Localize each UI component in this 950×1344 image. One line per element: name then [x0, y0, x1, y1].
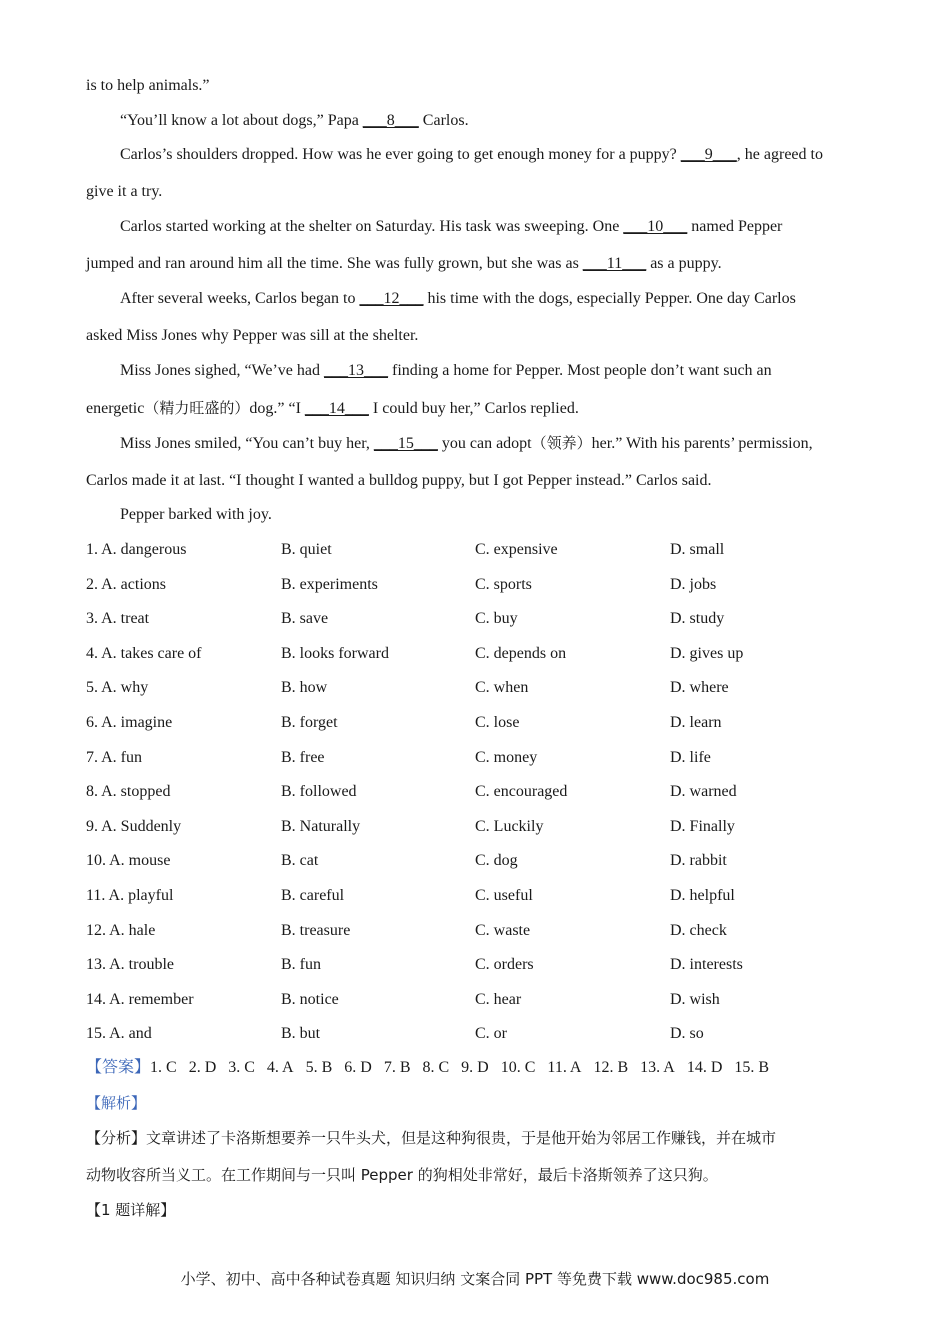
analysis-label-text: 【解析】 [86, 1094, 147, 1112]
passage-line [120, 111, 469, 131]
passage-text: Carlos started working at the shelter on Saturday. His task was sweeping. One [120, 218, 624, 235]
option-3-d: D. study [670, 610, 725, 627]
answer-item: 14. D [686, 1059, 723, 1076]
option-5-c: C. when [475, 679, 529, 696]
passage-line [86, 398, 579, 419]
answer-item: 2. D [188, 1059, 217, 1076]
answer-item: 11. A [547, 1059, 582, 1076]
passage-text: jumped and ran around him all the time. She was fully grown, but she was as [86, 255, 583, 272]
option-4-b: B. looks forward [281, 645, 389, 662]
option-1-c: C. expensive [475, 541, 558, 558]
analysis-line [86, 1128, 776, 1149]
passage-line [120, 217, 782, 237]
answer-item: 5. B [305, 1059, 333, 1076]
blank-11: ___11___ [582, 255, 647, 272]
answer-item: 8. C [422, 1059, 450, 1076]
option-6-a: 6. A. imagine [86, 714, 173, 731]
option-9-a: 9. A. Suddenly [86, 818, 182, 835]
option-12-a: 12. A. hale [86, 922, 156, 939]
option-11-a: 11. A. playful [86, 887, 174, 904]
option-10-b: B. cat [281, 852, 319, 869]
option-2-d: D. jobs [670, 576, 717, 593]
passage-text: asked Miss Jones why Pepper was sill at the shelter. [86, 327, 419, 344]
passage-text: you can adopt [437, 435, 532, 452]
passage-line [120, 361, 772, 381]
option-9-c: C. Luckily [475, 818, 544, 835]
option-13-a: 13. A. trouble [86, 956, 174, 973]
option-7-c: C. money [475, 749, 538, 766]
answer-item: 6. D [344, 1059, 372, 1076]
option-6-c: C. lose [475, 714, 520, 731]
blank-14: ___14___ [304, 400, 369, 417]
blank-12: ___12___ [359, 290, 424, 307]
option-11-d: D. helpful [670, 887, 735, 904]
option-15-a: 15. A. and [86, 1025, 152, 1042]
option-8-a: 8. A. stopped [86, 783, 171, 800]
option-3-a: 3. A. treat [86, 610, 150, 627]
answer-item: 15. B [734, 1059, 770, 1076]
option-2-b: B. experiments [281, 576, 378, 593]
analysis-text: 动物收容所当义工。在工作期间与一只叫 Pepper 的狗相处非常好，最后卡洛斯领养了这只狗。 [86, 1166, 718, 1184]
option-5-a: 5. A. why [86, 679, 149, 696]
passage-text: Carlos. [418, 112, 469, 129]
option-6-d: D. learn [670, 714, 722, 731]
answer-item: 10. C [500, 1059, 536, 1076]
passage-line [86, 76, 210, 96]
passage-text: “You’ll know a lot about dogs,” Papa [120, 112, 363, 129]
passage-line [86, 471, 712, 491]
passage-text: Miss Jones sighed, “We’ve had [120, 362, 325, 379]
answer-label: 【答案】 [86, 1059, 151, 1076]
option-13-b: B. fun [281, 956, 321, 973]
answer-list [150, 1059, 781, 1076]
blank-10: ___10___ [623, 218, 688, 235]
option-8-b: B. followed [281, 783, 357, 800]
option-13-c: C. orders [475, 956, 534, 973]
passage-text: Miss Jones smiled, “You can’t buy her, [120, 435, 374, 452]
answer-item: 12. B [593, 1059, 629, 1076]
passage-line [86, 326, 418, 346]
option-13-d: D. interests [670, 956, 743, 973]
option-10-d: D. rabbit [670, 852, 727, 869]
passage-text: finding a home for Pepper. Most people don’t want such an [388, 362, 772, 379]
passage-text: Carlos made it at last. “I thought I wanted a bulldog puppy, but I got Pepper instead.” Carlos said. [86, 472, 712, 489]
blank-8: ___8___ [362, 112, 419, 129]
option-8-d: D. warned [670, 783, 737, 800]
option-7-b: B. free [281, 749, 325, 766]
passage-text: his time with the dogs, especially Pepper. One day Carlos [423, 290, 796, 307]
passage-line [120, 145, 823, 165]
passage-text: her.” With his parents’ permission, [591, 435, 813, 452]
option-15-d: D. so [670, 1025, 704, 1042]
option-4-d: D. gives up [670, 645, 744, 662]
blank-15: ___15___ [373, 435, 438, 452]
passage-text: is to help animals.” [86, 77, 210, 94]
answer-row [86, 1058, 781, 1078]
passage-line [86, 254, 722, 274]
blank-13: ___13___ [324, 362, 389, 379]
blank-9: ___9___ [680, 146, 737, 163]
answer-item: 7. B [383, 1059, 411, 1076]
answer-item: 3. C [228, 1059, 255, 1076]
passage-text: Pepper barked with joy. [120, 506, 272, 523]
answer-item: 9. D [461, 1059, 489, 1076]
option-2-c: C. sports [475, 576, 532, 593]
passage-text: After several weeks, Carlos began to [120, 290, 360, 307]
option-10-a: 10. A. mouse [86, 852, 171, 869]
option-9-b: B. Naturally [281, 818, 361, 835]
passage-line [86, 182, 162, 202]
option-9-d: D. Finally [670, 818, 735, 835]
answer-item: 13. A [640, 1059, 675, 1076]
gloss-text: （精力旺盛的） [144, 399, 250, 417]
analysis-text: 【分析】文章讲述了卡洛斯想要养一只牛头犬，但是这种狗很贵，于是他开始为邻居工作赚钱，并在城市 [86, 1129, 777, 1147]
option-1-b: B. quiet [281, 541, 332, 558]
passage-text: named Pepper [687, 218, 783, 235]
option-2-a: 2. A. actions [86, 576, 166, 593]
option-3-b: B. save [281, 610, 329, 627]
option-6-b: B. forget [281, 714, 338, 731]
option-8-c: C. encouraged [475, 783, 568, 800]
option-14-d: D. wish [670, 991, 720, 1008]
passage-line [120, 505, 272, 525]
option-5-d: D. where [670, 679, 729, 696]
option-7-a: 7. A. fun [86, 749, 142, 766]
option-14-b: B. notice [281, 991, 339, 1008]
option-4-c: C. depends on [475, 645, 567, 662]
option-14-c: C. hear [475, 991, 522, 1008]
passage-text: energetic [86, 400, 145, 417]
detail-label-text: 【1 题详解】 [86, 1201, 176, 1219]
answer-item: 4. A [266, 1059, 294, 1076]
option-7-d: D. life [670, 749, 711, 766]
option-15-c: C. or [475, 1025, 507, 1042]
analysis-label [86, 1093, 146, 1114]
passage-text: as a puppy. [646, 255, 722, 272]
passage-text: I could buy her,” Carlos replied. [368, 400, 579, 417]
passage-text: Carlos’s shoulders dropped. How was he ever going to get enough money for a puppy? [120, 146, 681, 163]
option-15-b: B. but [281, 1025, 321, 1042]
option-1-a: 1. A. dangerous [86, 541, 187, 558]
passage-line [120, 433, 813, 454]
option-1-d: D. small [670, 541, 725, 558]
gloss-text: （领养） [531, 434, 592, 452]
passage-text: , he agreed to [736, 146, 823, 163]
option-12-b: B. treasure [281, 922, 351, 939]
passage-text: dog.” “I [249, 400, 305, 417]
option-11-c: C. useful [475, 887, 533, 904]
page-footer [0, 1269, 950, 1290]
answer-item: 1. C [150, 1059, 177, 1076]
option-4-a: 4. A. takes care of [86, 645, 202, 662]
passage-text: give it a try. [86, 183, 163, 200]
option-5-b: B. how [281, 679, 328, 696]
option-12-d: D. check [670, 922, 727, 939]
option-12-c: C. waste [475, 922, 531, 939]
option-11-b: B. careful [281, 887, 345, 904]
option-10-c: C. dog [475, 852, 518, 869]
passage-line [120, 289, 796, 309]
footer-text: 小学、初中、高中各种试卷真题 知识归纳 文案合同 PPT 等免费下载 www.doc985.com [180, 1270, 770, 1288]
option-14-a: 14. A. remember [86, 991, 194, 1008]
detail-label [86, 1200, 175, 1221]
option-3-c: C. buy [475, 610, 518, 627]
analysis-line [86, 1165, 718, 1186]
